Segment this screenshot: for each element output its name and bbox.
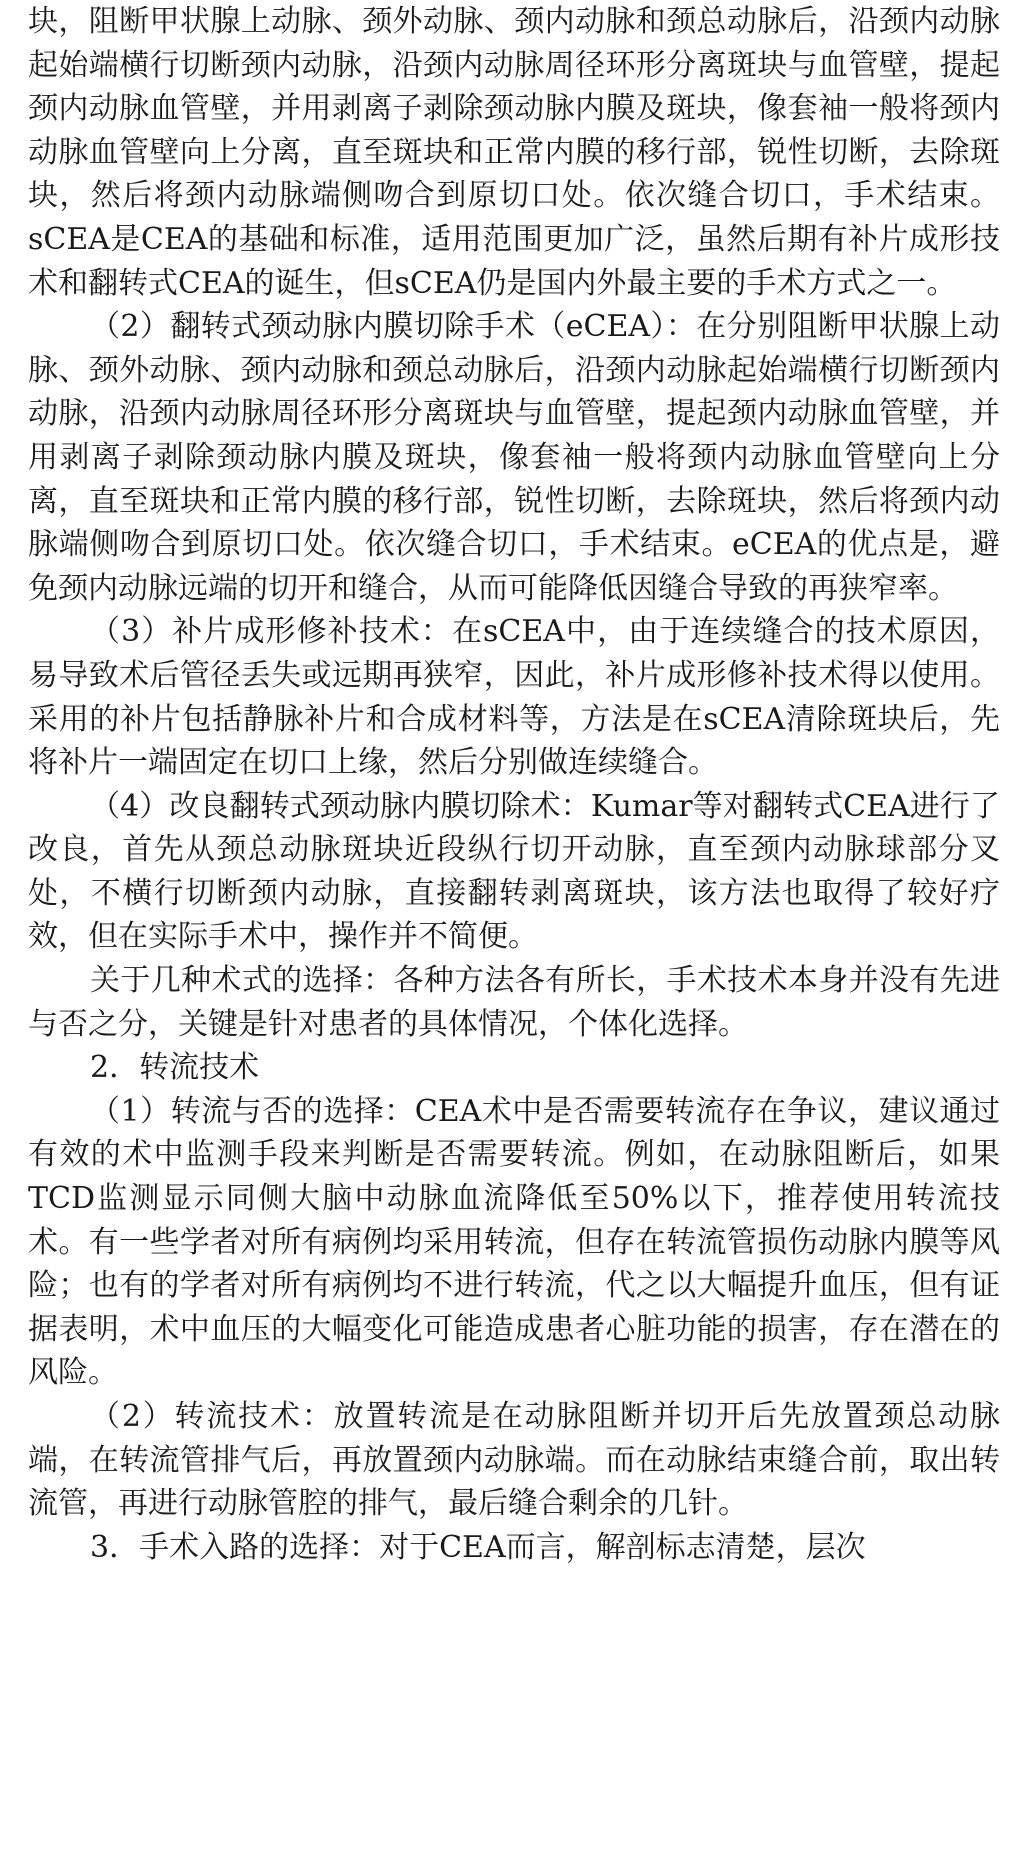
section-heading-shunt: 2．转流技术 [90, 1050, 260, 1086]
paragraph-approach-choice: 3．手术入路的选择：对于CEA而言，解剖标志清楚，层次 [90, 1529, 866, 1565]
paragraph-patch-technique: （3）补片成形修补技术：在sCEA中，由于连续缝合的技术原因，易导致术后管径丢失或远期再狭窄，因此，补片成形修补技术得以使用。采用的补片包括静脉补片和合成材料等，方法是在sCEA清除斑块后，先将补片一端固定在切口上缘，然后分别做连续缝合。 [28, 614, 1000, 781]
paragraph-modified-ecea: （4）改良翻转式颈动脉内膜切除术：Kumar等对翻转式CEA进行了改良，首先从颈总动脉斑块近段纵行切开动脉，直至颈内动脉球部分叉处，不横行切断颈内动脉，直接翻转剥离斑块，该方法也取得了较好疗效，但在实际手术中，操作并不简便。 [28, 788, 1000, 955]
paragraph-ecea: （2）翻转式颈动脉内膜切除手术（eCEA）：在分别阻断甲状腺上动脉、颈外动脉、颈内动脉和颈总动脉后，沿颈内动脉起始端横行切断颈内动脉，沿颈内动脉周径环形分离斑块与血管壁，提起颈内动脉血管壁，并用剥离子剥除颈动脉内膜及斑块，像套袖一般将颈内动脉血管壁向上分离，直至斑块和正常内膜的移行部，锐性切断，去除斑块，然后将颈内动脉端侧吻合到原切口处。依次缝合切口，手术结束。eCEA的优点是，避免颈内动脉远端的切开和缝合，从而可能降低因缝合导致的再狭窄率。 [28, 309, 1000, 606]
paragraph-technique-choice: 关于几种术式的选择：各种方法各有所长，手术技术本身并没有先进与否之分，关键是针对患者的具体情况，个体化选择。 [28, 963, 1000, 1042]
document-page [28, 0, 1000, 1569]
paragraph-shunt-technique: （2）转流技术：放置转流是在动脉阻断并切开后先放置颈总动脉端，在转流管排气后，再放置颈内动脉端。而在动脉结束缝合前，取出转流管，再进行动脉管腔的排气，最后缝合剩余的几针。 [28, 1399, 1000, 1522]
paragraph-scea-continued: 块，阻断甲状腺上动脉、颈外动脉、颈内动脉和颈总动脉后，沿颈内动脉起始端横行切断颈内动脉，沿颈内动脉周径环形分离斑块与血管壁，提起颈内动脉血管壁，并用剥离子剥除颈动脉内膜及斑块，像套袖一般将颈内动脉血管壁向上分离，直至斑块和正常内膜的移行部，锐性切断，去除斑块，然后将颈内动脉端侧吻合到原切口处。依次缝合切口，手术结束。sCEA是CEA的基础和标准，适用范围更加广泛，虽然后期有补片成形技术和翻转式CEA的诞生，但sCEA仍是国内外最主要的手术方式之一。 [28, 4, 1000, 301]
paragraph-shunt-choice: （1）转流与否的选择：CEA术中是否需要转流存在争议，建议通过有效的术中监测手段来判断是否需要转流。例如，在动脉阻断后，如果TCD监测显示同侧大脑中动脉血流降低至50%以下，推荐使用转流技术。有一些学者对所有病例均采用转流，但存在转流管损伤动脉内膜等风险；也有的学者对所有病例均不进行转流，代之以大幅提升血压，但有证据表明，术中血压的大幅变化可能造成患者心脏功能的损害，存在潜在的风险。 [28, 1093, 1000, 1391]
